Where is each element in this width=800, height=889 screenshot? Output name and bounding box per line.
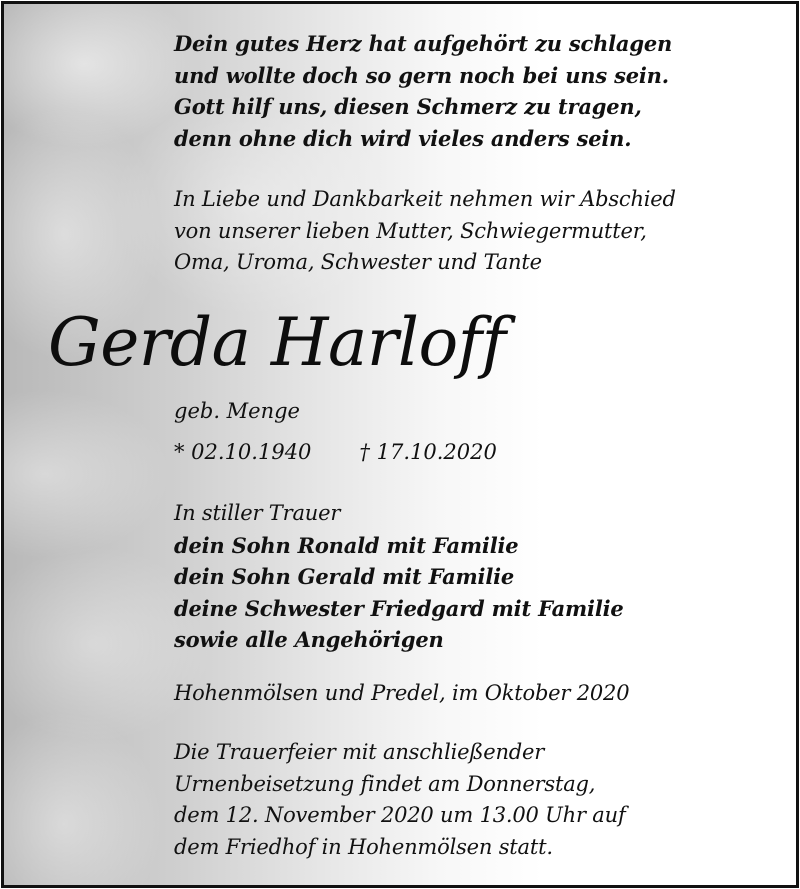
- mourner-entry: dein Sohn Gerald mit Familie: [174, 564, 515, 589]
- verse-line: Gott hilf uns, diesen Schmerz zu tragen,: [174, 94, 642, 119]
- mourner-entry: sowie alle Angehörigen: [174, 627, 444, 652]
- farewell-intro: [174, 184, 774, 279]
- death-date: † 17.10.2020: [359, 440, 497, 464]
- maiden-name: geb. Menge: [174, 399, 300, 423]
- service-line: Urnenbeisetzung findet am Donnerstag,: [174, 771, 596, 796]
- verse-line: Dein gutes Herz hat aufgehört zu schlagen: [174, 31, 673, 56]
- funeral-service-notice: [174, 737, 774, 863]
- intro-line: Oma, Uroma, Schwester und Tante: [174, 250, 542, 274]
- service-line: dem Friedhof in Hohenmölsen statt.: [174, 834, 553, 859]
- mourners-lead: In stiller Trauer: [174, 501, 341, 525]
- mourners-list: [174, 498, 774, 656]
- obituary-card: [1, 1, 799, 888]
- mourner-entry: deine Schwester Friedgard mit Familie: [174, 595, 624, 621]
- intro-line: von unserer lieben Mutter, Schwiegermutter,: [174, 218, 647, 243]
- intro-line: In Liebe und Dankbarkeit nehmen wir Abschied: [174, 187, 676, 211]
- life-dates: [174, 440, 774, 464]
- place-and-date: Hohenmölsen und Predel, im Oktober 2020: [174, 681, 630, 705]
- verse-line: und wollte doch so gern noch bei uns sein.: [174, 62, 669, 88]
- memorial-verse: [174, 28, 774, 154]
- mourner-entry: dein Sohn Ronald mit Familie: [174, 532, 519, 558]
- birth-date: * 02.10.1940: [174, 440, 312, 464]
- service-line: Die Trauerfeier mit anschließender: [174, 740, 545, 764]
- deceased-name: Gerda Harloff: [48, 304, 506, 381]
- service-line: dem 12. November 2020 um 13.00 Uhr auf: [174, 803, 626, 827]
- verse-line: denn ohne dich wird vieles anders sein.: [174, 125, 632, 151]
